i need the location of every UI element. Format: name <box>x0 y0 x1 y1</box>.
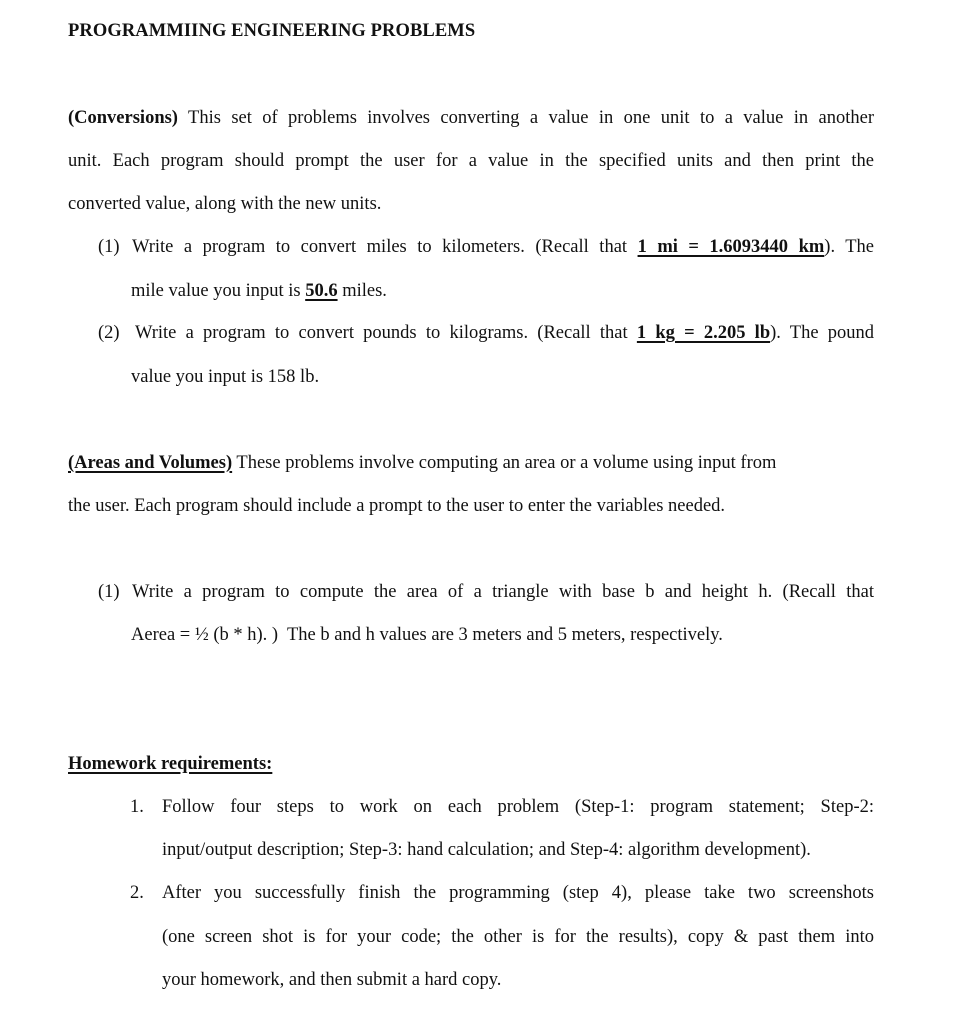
homework-item-2-line-3: your homework, and then submit a hard copy. <box>162 970 502 990</box>
page-title: PROGRAMMIING ENGINEERING PROBLEMS <box>68 21 476 41</box>
areas-item-1-number: (1) <box>98 582 120 602</box>
conversions-intro-line-1: (Conversions) This set of problems involves converting a value in one unit to a value in another <box>68 108 875 128</box>
pounds-formula: 1 kg = 2.205 lb <box>636 323 771 343</box>
conversions-item-1-line-1: Write a program to convert miles to kilometers. (Recall that 1 mi = 1.6093440 km). The <box>132 237 875 257</box>
homework-item-1-line-1: Follow four steps to work on each problem (Step-1: program statement; Step-2: <box>162 797 874 817</box>
conversions-item-2-line-2: value you input is 158 lb. <box>131 367 320 387</box>
conversions-item-1-number: (1) <box>98 237 120 257</box>
conversions-intro-line-2: unit. Each program should prompt the user for a value in the specified units and then print the <box>68 151 874 171</box>
areas-intro-line-1: (Areas and Volumes) These problems involve computing an area or a volume using input from <box>68 453 777 473</box>
conversions-item-2-number: (2) <box>98 323 120 343</box>
miles-value: 50.6 <box>305 281 338 301</box>
homework-heading: Homework requirements: <box>68 754 273 774</box>
conversions-item-1-line-2: mile value you input is 50.6 miles. <box>131 281 387 301</box>
areas-intro-line-2: the user. Each program should include a prompt to the user to enter the variables needed. <box>68 496 726 516</box>
conversions-intro-line-3: converted value, along with the new units. <box>68 194 382 214</box>
homework-item-2-line-1: After you successfully finish the programming (step 4), please take two screenshots <box>162 883 874 903</box>
homework-item-1-number: 1. <box>130 797 144 817</box>
conversions-item-2-line-1: Write a program to convert pounds to kilograms. (Recall that 1 kg = 2.205 lb). The pound <box>135 323 875 343</box>
areas-item-1-line-2: Aerea = ½ (b * h). ) The b and h values are 3 meters and 5 meters, respectively. <box>131 625 723 645</box>
homework-item-2-number: 2. <box>130 883 144 903</box>
conversions-heading: (Conversions) <box>68 108 178 128</box>
homework-item-1-line-2: input/output description; Step-3: hand calculation; and Step-4: algorithm development). <box>162 840 811 860</box>
areas-heading: (Areas and Volumes) <box>68 453 233 473</box>
miles-formula: 1 mi = 1.6093440 km <box>637 237 825 257</box>
areas-item-1-line-1: Write a program to compute the area of a triangle with base b and height h. (Recall that <box>132 582 874 602</box>
homework-item-2-line-2: (one screen shot is for your code; the other is for the results), copy & past them into <box>162 927 874 947</box>
